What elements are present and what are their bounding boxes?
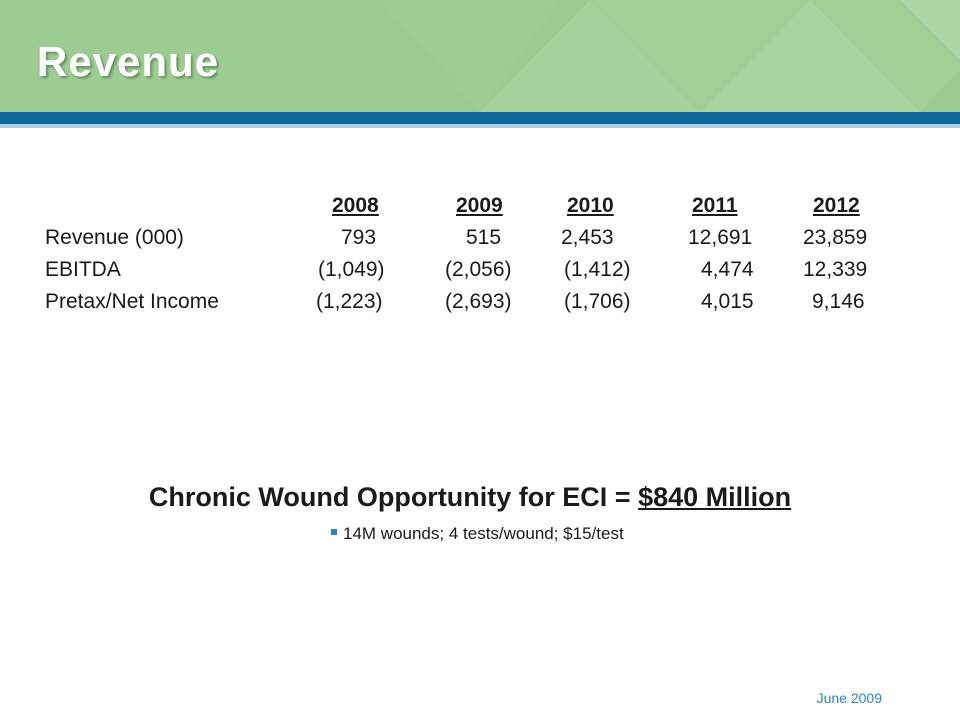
- opportunity-bullet: [331, 524, 624, 544]
- table-cell: 4,474: [701, 258, 754, 281]
- row-label: Revenue (000): [45, 226, 184, 249]
- slide-title: Revenue: [37, 38, 220, 85]
- table-cell: (1,223): [316, 290, 383, 313]
- table-cell: 793: [341, 226, 377, 249]
- year-header: 2008: [332, 194, 379, 217]
- row-label: Pretax/Net Income: [45, 290, 219, 313]
- year-header: 2011: [692, 194, 738, 217]
- table-cell: 515: [466, 226, 502, 249]
- table-cell: 12,691: [688, 226, 753, 249]
- bullet-text: 14M wounds; 4 tests/wound; $15/test: [343, 524, 624, 543]
- opportunity-amount: $840 Million: [638, 482, 792, 512]
- square-bullet-icon: [331, 529, 337, 535]
- table-cell: (1,412): [564, 258, 631, 281]
- table-cell: 9,146: [812, 290, 865, 313]
- table-cell: 23,859: [803, 226, 868, 249]
- table-cell: (1,706): [564, 290, 631, 313]
- opportunity-statement: [0, 482, 940, 513]
- year-header: 2012: [813, 194, 860, 217]
- table-cell: 12,339: [803, 258, 868, 281]
- table-cell: 2,453: [561, 226, 614, 249]
- year-header: 2009: [456, 194, 503, 217]
- year-header: 2010: [567, 194, 614, 217]
- footer-date: June 2009: [816, 690, 882, 706]
- table-cell: (2,056): [445, 258, 512, 281]
- row-label: EBITDA: [45, 258, 121, 281]
- table-cell: 4,015: [701, 290, 754, 313]
- table-cell: (2,693): [445, 290, 512, 313]
- opportunity-prefix: Chronic Wound Opportunity for ECI =: [148, 482, 639, 512]
- table-cell: (1,049): [318, 258, 385, 281]
- financials-table: [0, 0, 960, 330]
